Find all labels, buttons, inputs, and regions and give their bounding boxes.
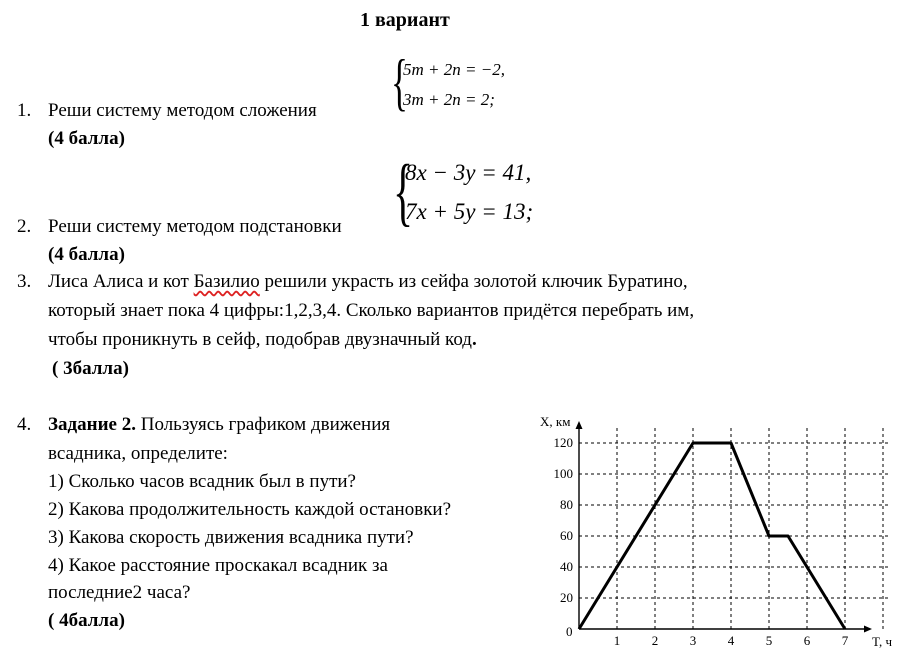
task2-equation-1: 8x − 3y = 41, — [405, 160, 532, 185]
task1-equation-2: 3m + 2n = 2; — [403, 90, 495, 109]
x-tick-label-1: 1 — [613, 633, 621, 648]
task3-name-basilio: Базилио — [193, 271, 260, 292]
y-tick-label-100: 100 — [553, 466, 573, 481]
task4-question-4b: последние2 часа? — [48, 582, 191, 603]
task4-question-2: 2) Какова продолжительность каждой остановки? — [48, 499, 452, 520]
task2-system-brace: { — [393, 150, 414, 234]
task3-line1-b: решили украсть из сейфа золотой ключик Буратино, — [259, 271, 688, 292]
task1-text: Реши систему методом сложения — [48, 100, 317, 121]
x-tick-label-6: 6 — [803, 633, 811, 648]
chart-tick-labels — [554, 435, 849, 648]
x-tick-label-4: 4 — [727, 633, 735, 648]
origin-label: 0 — [566, 624, 573, 639]
task3-line1-a: Лиса Алиса и кот — [48, 271, 194, 292]
y-tick-label-20: 20 — [560, 590, 573, 605]
x-tick-label-2: 2 — [651, 633, 659, 648]
page-title: 1 вариант — [360, 9, 450, 31]
x-tick-label-7: 7 — [841, 633, 849, 648]
task4-number: 4. — [17, 414, 32, 435]
task4-intro: Пользуясь графиком движения — [135, 414, 391, 435]
x-axis-arrow — [864, 626, 872, 633]
chart-axes — [576, 421, 873, 633]
task3-line3-dot: . — [471, 329, 477, 350]
x-tick-label-5: 5 — [765, 633, 773, 648]
task2-number: 2. — [17, 216, 32, 237]
task2-points: (4 балла) — [48, 244, 125, 265]
chart-series — [579, 443, 845, 629]
y-axis-label: X, км — [540, 414, 571, 429]
task3-line3 — [48, 329, 477, 351]
task1-number: 1. — [17, 100, 32, 121]
task3-line1 — [48, 271, 688, 293]
task4-line1 — [48, 414, 390, 436]
task2-equation-2: 7x + 5y = 13; — [405, 199, 534, 224]
y-tick-label-80: 80 — [560, 497, 573, 512]
y-tick-label-40: 40 — [560, 559, 573, 574]
task3-line3-text: чтобы проникнуть в сейф, подобрав двузначный код — [48, 329, 472, 350]
task4-heading: Задание 2. — [48, 414, 136, 435]
task3-line2: который знает пока 4 цифры:1,2,3,4. Сколько вариантов придётся перебрать им, — [48, 300, 695, 321]
task4-question-1: 1) Сколько часов всадник был в пути? — [48, 471, 356, 492]
task3-number: 3. — [17, 271, 32, 292]
x-axis-label: T, ч — [872, 634, 893, 649]
task1-system-brace: { — [391, 46, 408, 117]
y-axis-arrow — [576, 421, 583, 429]
task3-points: ( 3балла) — [52, 358, 129, 379]
task4-question-4a: 4) Какое расстояние проскакал всадник за — [48, 555, 388, 576]
chart-grid — [579, 425, 890, 629]
x-tick-label-3: 3 — [689, 633, 697, 648]
task2-text: Реши систему методом подстановки — [48, 216, 342, 237]
y-tick-label-120: 120 — [553, 435, 573, 450]
task1-equation-1: 5m + 2n = −2, — [403, 60, 505, 79]
series-line-0 — [579, 443, 845, 629]
task1-points: (4 балла) — [48, 128, 125, 149]
task4-points: ( 4балла) — [48, 610, 125, 631]
y-tick-label-60: 60 — [560, 528, 573, 543]
task4-line2: всадника, определите: — [48, 443, 228, 464]
task4-question-3: 3) Какова скорость движения всадника пути? — [48, 527, 414, 548]
